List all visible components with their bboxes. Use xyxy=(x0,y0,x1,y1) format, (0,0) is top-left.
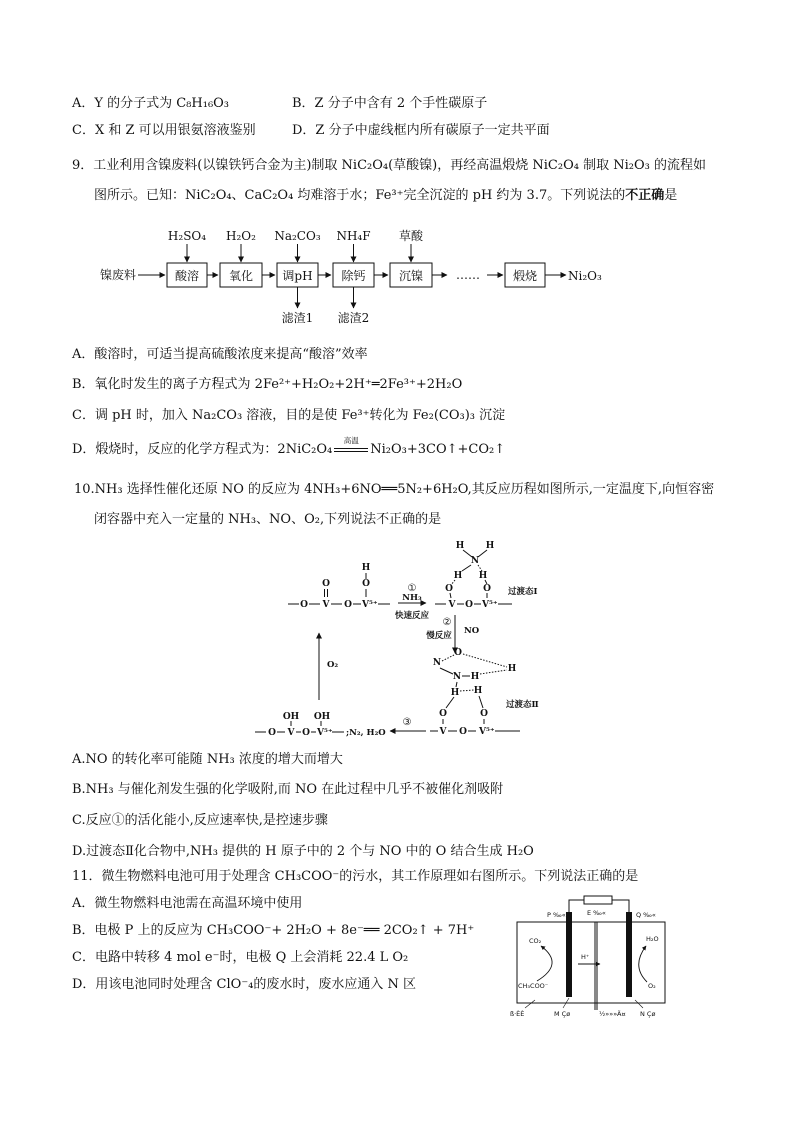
cell-bottom-label-4: N Çø xyxy=(640,1010,656,1018)
co2-label: CO₂ xyxy=(529,937,542,945)
q11-option-d: D．用该电池同时处理含 ClO⁻₄的废水时，废水应通入 N 区 xyxy=(72,977,417,992)
atom-o: O xyxy=(362,579,370,589)
atom-v5: V⁵⁺ xyxy=(317,728,333,738)
electron-flow-label: E ‰« xyxy=(587,909,606,917)
step1-rate: 快速反应 xyxy=(394,611,430,621)
step1-reagent: NH₃ xyxy=(402,593,422,603)
cell-bottom-label-3: ½»»»Ä¤ xyxy=(599,1010,626,1018)
step3-number: ③ xyxy=(402,717,412,728)
flow-reagent-3: Na₂CO₃ xyxy=(274,229,321,243)
atom-n: N xyxy=(452,672,462,682)
flow-step-2: 氧化 xyxy=(228,269,254,283)
atom-v5: V⁵⁺ xyxy=(482,600,498,610)
atom-o: O xyxy=(322,579,330,589)
bond-line xyxy=(456,682,457,687)
flow-step-3: 调pH xyxy=(282,269,313,283)
atom-o: O xyxy=(302,728,310,738)
atom-o: O xyxy=(454,648,462,658)
atom-o: O xyxy=(483,584,491,594)
flow-residue-1: 滤渣1 xyxy=(281,311,314,325)
flow-step-6: 煅烧 xyxy=(512,269,538,283)
q8-option-c: C．X 和 Z 可以用银氨溶液鉴别 xyxy=(72,123,256,138)
leader-line xyxy=(635,1000,643,1008)
q10-option-a: A.NO 的转化率可能随 NH₃ 浓度的增大而增大 xyxy=(72,752,343,767)
flow-reagent-2: H₂O₂ xyxy=(226,229,256,243)
atom-n: N xyxy=(470,556,480,566)
flow-product: Ni₂O₃ xyxy=(568,269,602,283)
q11-option-c: C．电路中转移 4 mol e⁻时，电极 Q 上会消耗 22.4 L O₂ xyxy=(72,950,409,965)
acetate-label: CH₃COO⁻ xyxy=(518,982,549,990)
oxygen-reagent: O₂ xyxy=(327,660,339,670)
atom-h: H xyxy=(453,571,463,581)
flow-step-1: 酸溶 xyxy=(174,269,200,283)
q8-option-d: D．Z 分子中虚线框内所有碳原子一定共平面 xyxy=(292,123,550,138)
q10-stem-line1: 10.NH₃ 选择性催化还原 NO 的反应为 4NH₃+6NO══5N₂+6H₂O,其反应历程如图所示,一定温度下,向恒容密 xyxy=(74,482,715,497)
transition-state-1-label: 过渡态Ⅰ xyxy=(508,587,538,597)
hatched-bond-line xyxy=(463,654,507,667)
flow-reagent-1: H₂SO₄ xyxy=(167,229,207,243)
reaction-condition: 高温 xyxy=(343,436,359,445)
q8-option-a: A．Y 的分子式为 C₈H₁₆O₃ xyxy=(72,96,230,111)
reaction-condition-equals xyxy=(333,436,369,456)
flow-reagent-5: 草酸 xyxy=(398,229,424,243)
bond-line xyxy=(440,668,453,674)
electrode-p xyxy=(566,912,572,997)
atom-h: H xyxy=(478,571,488,581)
transition-state-2-label: 过渡态Ⅱ xyxy=(506,700,539,710)
proton-label: H⁺ xyxy=(581,953,590,961)
group-oh: OH xyxy=(282,712,300,722)
electrode-q-label: Q ‰« xyxy=(636,911,656,919)
q11-stem: 11．微生物燃料电池可用于处理含 CH₃COO⁻的污水，其工作原理如右图所示。下列说法正确的是 xyxy=(72,869,639,884)
q11-option-a: A．微生物燃料电池需在高温环境中使用 xyxy=(72,896,303,911)
q10-option-b: B.NH₃ 与催化剂发生强的化学吸附,而 NO 在此过程中几乎不被催化剂吸附 xyxy=(72,782,504,797)
flow-start: 镍废料 xyxy=(100,268,137,282)
atom-o: O xyxy=(459,727,467,737)
q11-option-b: B．电极 P 上的反应为 CH₃COO⁻+ 2H₂O + 8e⁻══ 2CO₂↑ + 7H⁺ xyxy=(72,923,475,938)
q9-option-d-prefix: D．煅烧时，反应的化学方程式为：2NiC₂O₄ xyxy=(72,442,333,457)
cell-tank xyxy=(517,922,665,1003)
step2-rate: 慢反应 xyxy=(426,631,452,641)
resistor xyxy=(584,896,612,904)
atom-o: O xyxy=(344,600,352,610)
atom-v5: V⁵⁺ xyxy=(479,727,495,737)
q8-option-b: B．Z 分子中含有 2 个手性碳原子 xyxy=(292,96,488,111)
atom-o: O xyxy=(465,600,473,610)
cell-bottom-label-2: M Çø xyxy=(554,1010,571,1018)
atom-h: H xyxy=(455,541,465,551)
electrode-q xyxy=(626,912,632,997)
flow-residue-2: 滤渣2 xyxy=(337,311,370,325)
hatched-bond-line xyxy=(442,655,454,661)
q9-stem-line1: 9．工业利用含镍废料(以镍铁钙合金为主)制取 NiC₂O₄(草酸镍)，再经高温煅烧 NiC₂O₄ 制取 Ni₂O₃ 的流程如 xyxy=(72,158,706,173)
atom-h: H xyxy=(470,672,480,682)
cell-bottom-label-1: ß·ÈÈ xyxy=(510,1010,525,1018)
atom-v: V xyxy=(322,600,330,610)
step1-number: ① xyxy=(407,583,417,594)
acetate-to-co2-arrow xyxy=(537,946,552,981)
q10-stem-line2: 闭容器中充入一定量的 NH₃、NO、O₂,下列说法不正确的是 xyxy=(94,512,442,527)
flow-ellipsis: …… xyxy=(456,268,480,282)
atom-o: O xyxy=(300,600,308,610)
hatched-bond-line xyxy=(460,690,474,691)
equals-line xyxy=(334,448,368,452)
bond-line xyxy=(478,550,487,557)
leader-line xyxy=(525,1000,535,1008)
group-oh: OH xyxy=(313,712,331,722)
q9-stem-line2-text: 图所示。已知：NiC₂O₄、CaC₂O₄ 均难溶于水；Fe³⁺完全沉淀的 pH 约为 3.7。下列说法的 xyxy=(94,188,626,203)
water-label: H₂O xyxy=(646,935,659,943)
oxygen-label: O₂ xyxy=(648,982,656,990)
q10-option-d: D.过渡态Ⅱ化合物中,NH₃ 提供的 H 原子中的 2 个与 NO 中的 O 结合生成 H₂O xyxy=(72,844,534,859)
atom-h: H xyxy=(507,664,517,674)
process-flow-diagram xyxy=(95,222,615,332)
q9-option-b: B．氧化时发生的离子方程式为 2Fe²⁺+H₂O₂+2H⁺═2Fe³⁺+2H₂O xyxy=(72,377,463,392)
step2-number: ② xyxy=(442,617,452,628)
atom-h: H xyxy=(485,541,495,551)
atom-h: H xyxy=(450,688,460,698)
oxygen-to-water-arrow xyxy=(639,946,647,982)
hatched-bond-line xyxy=(480,670,507,674)
atom-v: V xyxy=(439,727,447,737)
q9-option-d-suffix: Ni₂O₃+3CO↑+CO₂↑ xyxy=(370,442,506,457)
fuel-cell-diagram xyxy=(505,888,680,1023)
reaction-mechanism-diagram xyxy=(250,535,570,745)
atom-h: H xyxy=(473,686,483,696)
atom-n: N xyxy=(432,658,442,668)
bond-line xyxy=(446,697,454,708)
bond-line xyxy=(479,696,483,708)
q9-option-d xyxy=(72,436,506,459)
flow-step-4: 除钙 xyxy=(341,269,366,283)
q9-stem-line2-end: 是 xyxy=(664,188,678,203)
atom-o: O xyxy=(439,709,447,719)
atom-h: H xyxy=(361,563,371,573)
atom-o: O xyxy=(480,709,488,719)
atom-v5: V⁵⁺ xyxy=(362,600,378,610)
q10-option-c: C.反应①的活化能小,反应速率快,是控速步骤 xyxy=(72,813,328,828)
q9-stem-line2 xyxy=(94,187,677,205)
atom-v: V xyxy=(448,600,456,610)
step2-reagent: NO xyxy=(464,626,480,636)
flow-step-5: 沉镍 xyxy=(398,269,424,283)
q9-option-a: A．酸溶时，可适当提高硫酸浓度来提高“酸溶”效率 xyxy=(72,347,368,362)
electrode-p-label: P ‰« xyxy=(547,911,566,919)
q9-emphasis: 不正确 xyxy=(625,188,665,203)
atom-v: V xyxy=(287,728,295,738)
bond-line xyxy=(462,565,471,571)
flow-reagent-4: NH₄F xyxy=(336,229,371,243)
atom-o: O xyxy=(268,728,276,738)
step3-products: ;N₂, H₂O xyxy=(346,728,386,738)
q9-option-c: C．调 pH 时，加入 Na₂CO₃ 溶液，目的是使 Fe³⁺转化为 Fe₂(CO₃)₃ 沉淀 xyxy=(72,408,506,423)
atom-o: O xyxy=(445,584,453,594)
